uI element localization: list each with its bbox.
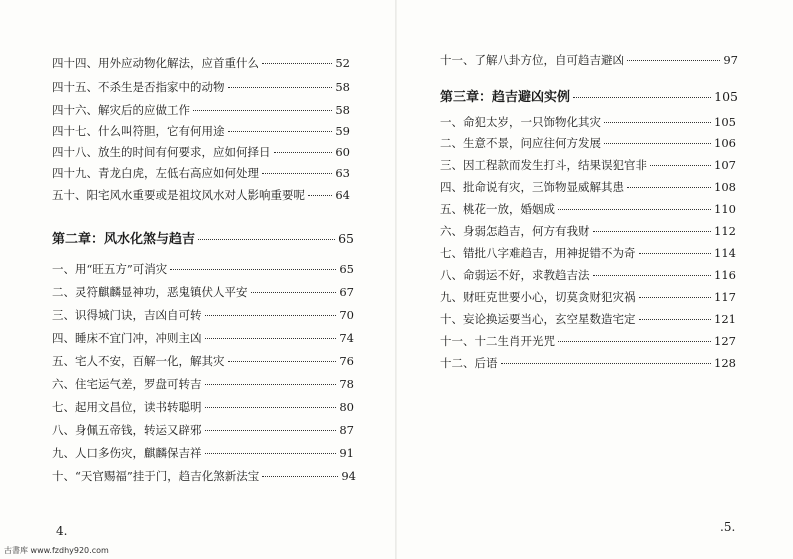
dot-leader xyxy=(593,275,712,276)
toc-entry[interactable] xyxy=(440,224,736,238)
toc-entry-page: 116 xyxy=(714,268,736,282)
toc-entry-page: 87 xyxy=(339,423,354,437)
toc-entry[interactable] xyxy=(52,188,350,202)
toc-entry[interactable] xyxy=(52,80,350,94)
toc-entry-page: 76 xyxy=(339,354,354,368)
toc-entry-title: 十二、后语 xyxy=(440,356,498,370)
toc-entry[interactable] xyxy=(52,446,354,460)
toc-entry[interactable] xyxy=(440,246,736,260)
toc-entry[interactable] xyxy=(52,262,354,276)
dot-leader xyxy=(228,87,333,88)
toc-entry-title: 七、错批八字难趋吉，用神捉错不为奇 xyxy=(440,246,636,260)
chapter-title: 第二章：风水化煞与趋吉 xyxy=(52,232,196,247)
chapter-page: 65 xyxy=(338,231,354,246)
dot-leader xyxy=(205,384,337,385)
dot-leader xyxy=(627,60,720,61)
toc-entry-page: 60 xyxy=(335,145,350,159)
toc-entry[interactable] xyxy=(52,377,354,391)
toc-entry-title: 四十九、青龙白虎，左低右高应如何处理 xyxy=(52,166,259,180)
left-page xyxy=(0,0,396,559)
toc-entry-title: 三、因工程款而发生打斗，结果误犯官非 xyxy=(440,158,647,172)
dot-leader xyxy=(650,165,711,166)
toc-entry-title: 四、批命说有灾，三饰物显威解其患 xyxy=(440,180,624,194)
toc-entry-title: 十、“天官赐福”挂于门，趋吉化煞新法宝 xyxy=(52,469,260,483)
toc-entry-page: 127 xyxy=(714,334,736,348)
toc-entry-title: 五、宅人不安，百解一化，解其灾 xyxy=(52,354,225,368)
toc-entry-title: 九、财旺克世要小心，切莫贪财犯灾祸 xyxy=(440,290,636,304)
toc-entry-title: 一、用“旺五方”可消灾 xyxy=(52,262,168,276)
toc-entry[interactable] xyxy=(52,331,354,345)
chapter-title: 第三章：趋吉避凶实例 xyxy=(440,90,571,105)
toc-entry-title: 十、妄论换运要当心，玄空星数造宅定 xyxy=(440,312,636,326)
dot-leader xyxy=(639,297,712,298)
toc-entry-page: 107 xyxy=(714,158,736,172)
toc-entry-title: 三、识得城门诀，吉凶自可转 xyxy=(52,308,202,322)
toc-entry-page: 108 xyxy=(714,180,736,194)
toc-entry-page: 128 xyxy=(714,356,736,370)
toc-entry-title: 四十七、什么叫符胆，它有何用途 xyxy=(52,124,225,138)
dot-leader xyxy=(262,476,338,477)
chapter-heading[interactable] xyxy=(440,90,738,105)
toc-entry[interactable] xyxy=(52,103,350,117)
toc-entry-title: 四十五、不杀生是否指家中的动物 xyxy=(52,80,225,94)
toc-entry-page: 64 xyxy=(335,188,350,202)
dot-leader xyxy=(251,292,337,293)
toc-entry-title: 四十八、放生的时间有何要求，应如何择日 xyxy=(52,145,271,159)
toc-entry[interactable] xyxy=(52,354,354,368)
toc-entry-page: 58 xyxy=(335,80,350,94)
toc-entry-title: 九、人口多伤灾，麒麟保吉祥 xyxy=(52,446,202,460)
toc-entry-title: 四十四、用外应动物化解法，应首重什么 xyxy=(52,56,259,70)
dot-leader xyxy=(604,122,711,123)
toc-entry-page: 78 xyxy=(339,377,354,391)
toc-entry[interactable] xyxy=(52,285,354,299)
dot-leader xyxy=(228,361,337,362)
toc-entry-page: 117 xyxy=(714,290,736,304)
toc-entry-page: 110 xyxy=(714,202,736,216)
page-number: 4. xyxy=(56,524,68,538)
toc-entry[interactable] xyxy=(52,400,354,414)
toc-entry[interactable] xyxy=(440,158,736,172)
toc-entry[interactable] xyxy=(52,308,354,322)
dot-leader xyxy=(205,315,337,316)
toc-entry-page: 74 xyxy=(339,331,354,345)
toc-entry-page: 67 xyxy=(339,285,354,299)
dot-leader xyxy=(573,97,711,98)
toc-entry[interactable] xyxy=(52,145,350,159)
toc-entry-page: 80 xyxy=(339,400,354,414)
toc-entry-page: 91 xyxy=(339,446,354,460)
watermark: 古書库 www.fzdhy920.com xyxy=(4,546,109,555)
toc-entry-page: 63 xyxy=(335,166,350,180)
toc-entry-title: 十一、十二生肖开光咒 xyxy=(440,334,555,348)
toc-entry-title: 八、命弱运不好，求教趋吉法 xyxy=(440,268,590,282)
toc-entry-title: 二、生意不景，问应往何方发展 xyxy=(440,136,601,150)
dot-leader xyxy=(501,363,712,364)
toc-entry-title: 五、桃花一放，婚姻成 xyxy=(440,202,555,216)
toc-entry[interactable] xyxy=(440,53,738,67)
dot-leader xyxy=(558,341,711,342)
dot-leader xyxy=(558,209,711,210)
toc-entry-title: 一、命犯太岁，一只饰物化其灾 xyxy=(440,115,601,129)
toc-entry-title: 十一、了解八卦方位，自可趋吉避凶 xyxy=(440,53,624,67)
toc-entry[interactable] xyxy=(52,166,350,180)
toc-entry[interactable] xyxy=(52,56,350,70)
dot-leader xyxy=(205,338,337,339)
chapter-heading[interactable] xyxy=(52,232,354,247)
dot-leader xyxy=(627,187,711,188)
dot-leader xyxy=(274,152,333,153)
toc-entry-title: 七、起用文昌位，读书转聪明 xyxy=(52,400,202,414)
toc-entry[interactable] xyxy=(52,124,350,138)
toc-entry[interactable] xyxy=(52,469,356,483)
toc-entry[interactable] xyxy=(440,356,736,370)
toc-entry[interactable] xyxy=(440,136,736,150)
toc-entry[interactable] xyxy=(440,290,736,304)
toc-entry-page: 97 xyxy=(723,53,738,67)
toc-entry-page: 70 xyxy=(339,308,354,322)
toc-entry-title: 五十、阳宅风水重要或是祖坟风水对人影响重要呢 xyxy=(52,188,305,202)
toc-entry-page: 105 xyxy=(714,115,736,129)
toc-entry-page: 121 xyxy=(714,312,736,326)
dot-leader xyxy=(228,131,333,132)
toc-entry[interactable] xyxy=(440,180,736,194)
toc-entry-title: 八、身佩五帝钱，转运又辟邪 xyxy=(52,423,202,437)
page-number: .5. xyxy=(720,520,736,534)
toc-entry[interactable] xyxy=(440,115,736,129)
toc-entry-page: 58 xyxy=(335,103,350,117)
toc-entry-title: 二、灵符麒麟显神功，恶鬼镇伏人平安 xyxy=(52,285,248,299)
dot-leader xyxy=(205,430,337,431)
right-page xyxy=(396,0,793,559)
dot-leader xyxy=(262,173,332,174)
toc-entry[interactable] xyxy=(440,334,736,348)
dot-leader xyxy=(205,407,337,408)
dot-leader xyxy=(593,231,712,232)
toc-entry[interactable] xyxy=(440,268,736,282)
toc-entry-title: 六、住宅运气差，罗盘可转吉 xyxy=(52,377,202,391)
toc-entry[interactable] xyxy=(440,202,736,216)
toc-entry-page: 65 xyxy=(339,262,354,276)
dot-leader xyxy=(639,253,712,254)
toc-entry[interactable] xyxy=(440,312,736,326)
toc-entry-title: 四、睡床不宜门冲，冲则主凶 xyxy=(52,331,202,345)
toc-entry-title: 六、身弱怎趋吉，何方有我财 xyxy=(440,224,590,238)
dot-leader xyxy=(205,453,337,454)
toc-entry-page: 52 xyxy=(335,56,350,70)
toc-entry-page: 106 xyxy=(714,136,736,150)
toc-entry-page: 59 xyxy=(335,124,350,138)
dot-leader xyxy=(193,110,332,111)
toc-entry-page: 94 xyxy=(341,469,356,483)
toc-entry[interactable] xyxy=(52,423,354,437)
toc-entry-page: 114 xyxy=(714,246,736,260)
dot-leader xyxy=(604,143,711,144)
chapter-page: 105 xyxy=(714,89,738,104)
toc-entry-page: 112 xyxy=(714,224,736,238)
dot-leader xyxy=(262,63,332,64)
dot-leader xyxy=(198,239,335,240)
dot-leader xyxy=(639,319,712,320)
toc-entry-title: 四十六、解灾后的应做工作 xyxy=(52,103,190,117)
dot-leader xyxy=(308,195,332,196)
dot-leader xyxy=(170,269,336,270)
